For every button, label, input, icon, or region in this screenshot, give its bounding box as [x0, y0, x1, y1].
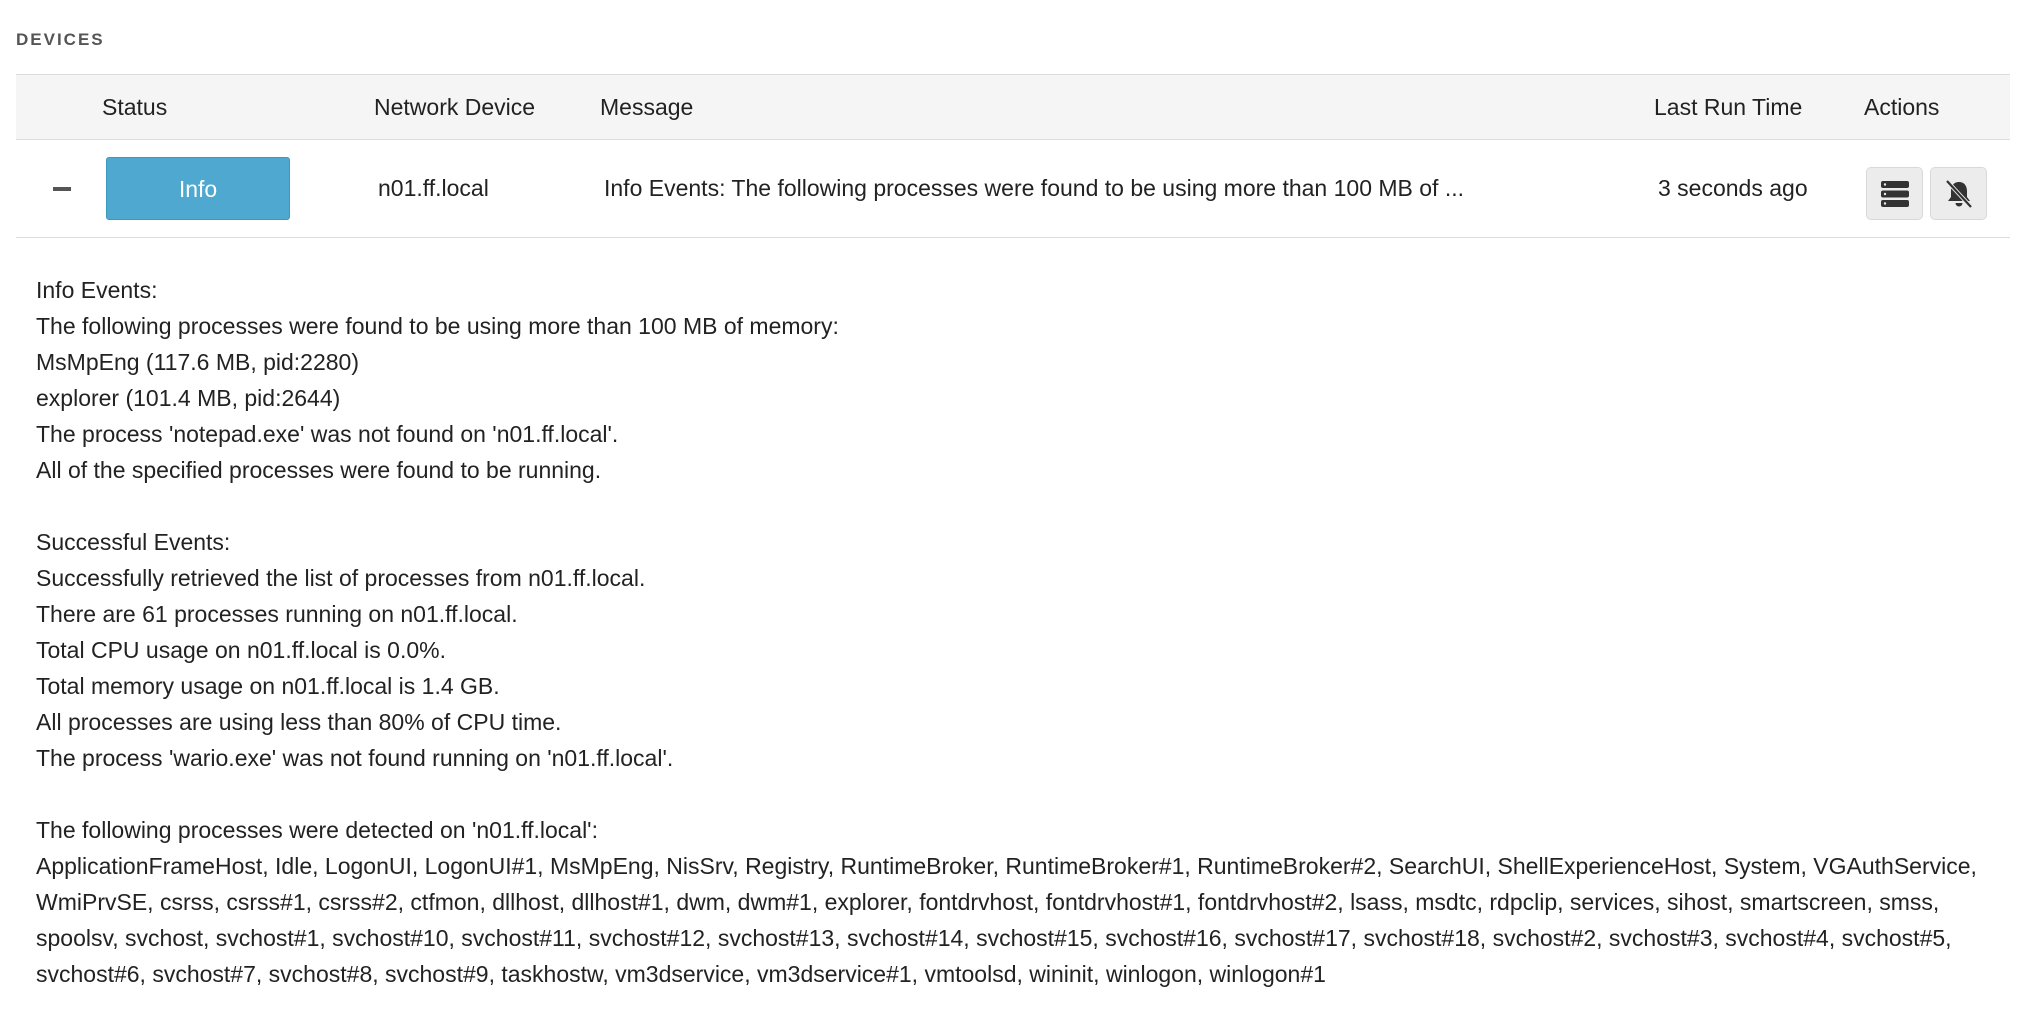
detected-processes-heading: The following processes were detected on 'n01.ff.local': [36, 817, 598, 843]
header-actions: Actions [1864, 94, 1940, 120]
mute-alerts-button[interactable] [1930, 167, 1987, 220]
table-header [16, 74, 2010, 140]
info-event-line: All of the specified processes were found to be running. [36, 457, 602, 483]
success-event-line: The process 'wario.exe' was not found running on 'n01.ff.local'. [36, 745, 674, 771]
event-details [36, 272, 1996, 992]
status-badge[interactable]: Info [106, 157, 290, 220]
details-action-button[interactable] [1866, 167, 1923, 220]
info-event-line: The process 'notepad.exe' was not found on 'n01.ff.local'. [36, 421, 619, 447]
header-message[interactable]: Message [600, 94, 694, 120]
server-stack-icon [1880, 180, 1910, 208]
success-event-line: Total memory usage on n01.ff.local is 1.4 GB. [36, 673, 500, 699]
devices-table [16, 74, 2010, 238]
header-last-run-time[interactable]: Last Run Time [1654, 94, 1803, 120]
info-events-heading: Info Events: [36, 277, 158, 303]
last-run-time-cell: 3 seconds ago [1658, 175, 1808, 201]
header-network-device[interactable]: Network Device [374, 94, 536, 120]
info-event-line: The following processes were found to be using more than 100 MB of memory: [36, 313, 839, 339]
success-event-line: Total CPU usage on n01.ff.local is 0.0%. [36, 637, 446, 663]
table-row[interactable] [16, 140, 2010, 238]
network-device-cell[interactable]: n01.ff.local [378, 175, 489, 201]
successful-events-heading: Successful Events: [36, 529, 231, 555]
info-event-line: MsMpEng (117.6 MB, pid:2280) [36, 349, 360, 375]
collapse-toggle-minus-icon[interactable] [52, 179, 72, 199]
info-event-line: explorer (101.4 MB, pid:2644) [36, 385, 341, 411]
detected-processes-list: ApplicationFrameHost, Idle, LogonUI, LogonUI#1, MsMpEng, NisSrv, Registry, RuntimeBroker, RuntimeBroker#1, RuntimeBroker#2, SearchUI, ShellExperienceHost, System, VGAuthService, WmiPrvSE, csrss, csrss#1, csrss#2, ctfmon, dllhost, dllhost#1, dwm, dwm#1, explorer, fontdrvhost, fontdrvhost#1, fontdrvhost#2, lsass, msdtc, rdpclip, services, sihost, smartscreen, smss, spoolsv, svchost, svchost#1, svchost#10, svchost#11, svchost#12, svchost#13, svchost#14, svchost#15, svchost#16, svchost#17, svchost#18, svchost#2, svchost#3, svchost#4, svchost#5, svchost#6, svchost#7, svchost#8, svchost#9, taskhostw, vm3dservice, vm3dservice#1, vmtoolsd, wininit, winlogon, winlogon#1 [36, 853, 1977, 987]
message-cell: Info Events: The following processes were found to be using more than 100 MB of ... [604, 175, 1465, 201]
section-title: DEVICES [16, 30, 105, 49]
success-event-line: There are 61 processes running on n01.ff.local. [36, 601, 518, 627]
success-event-line: All processes are using less than 80% of CPU time. [36, 709, 562, 735]
success-event-line: Successfully retrieved the list of processes from n01.ff.local. [36, 565, 646, 591]
header-status[interactable]: Status [102, 94, 168, 120]
bell-slash-icon [1943, 179, 1975, 209]
